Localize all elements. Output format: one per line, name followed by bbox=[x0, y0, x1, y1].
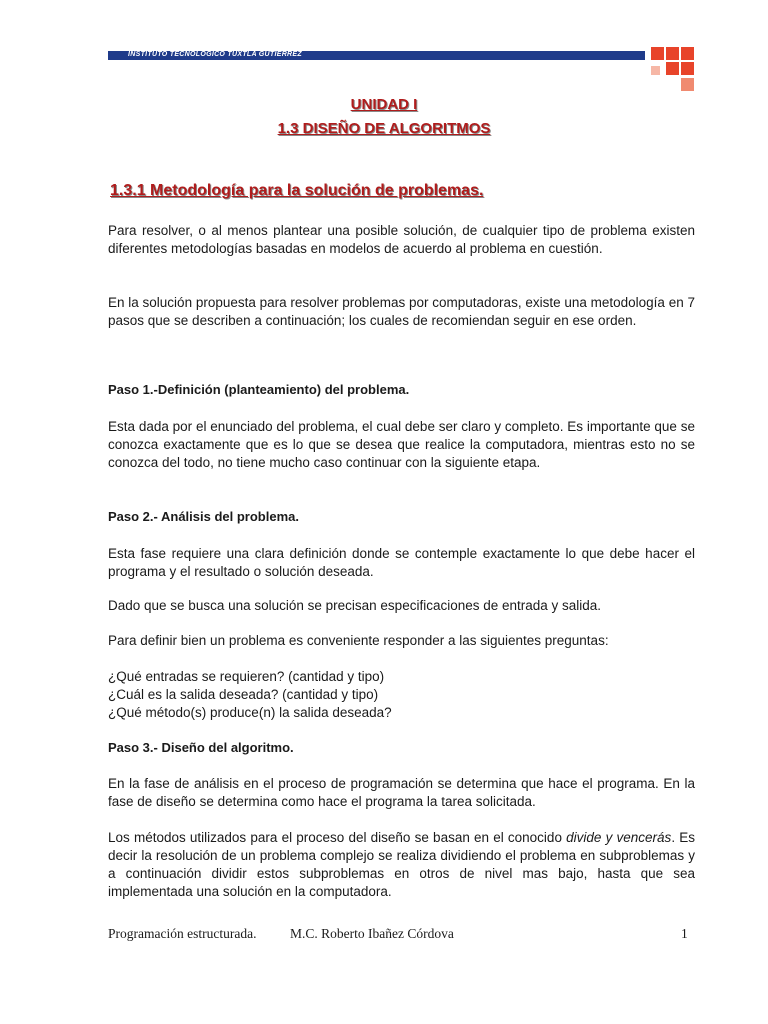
step2-heading: Paso 2.- Análisis del problema. bbox=[108, 509, 299, 524]
logo-square bbox=[666, 62, 679, 75]
section-heading: 1.3.1 Metodología para la solución de problemas. bbox=[110, 182, 484, 199]
step3-heading: Paso 3.- Diseño del algoritmo. bbox=[108, 740, 294, 755]
footer-course: Programación estructurada. bbox=[108, 926, 257, 941]
step3-paragraph-2 bbox=[108, 829, 695, 901]
topic-title: 1.3 DISEÑO DE ALGORITMOS bbox=[277, 120, 491, 137]
intro-paragraph-2: En la solución propuesta para resolver problemas por computadoras, existe una metodología en 7 pasos que se describen a continuación; los cuales de recomiendan seguir en ese orden. bbox=[108, 295, 695, 328]
step2-paragraph-2: Dado que se busca una solución se precisan especificaciones de entrada y salida. bbox=[108, 598, 602, 613]
logo-square bbox=[666, 47, 679, 60]
step2-paragraph-3: Para definir bien un problema es conveniente responder a las siguientes preguntas: bbox=[108, 633, 609, 648]
page-number: 1 bbox=[681, 926, 688, 941]
step1-heading: Paso 1.-Definición (planteamiento) del problema. bbox=[108, 382, 410, 397]
step3-text-b: . Es decir la resolución de un problema complejo se realiza dividiendo el problema en subproblemas y a continuación dividir estos subproblemas en otros de nivel mas bajo, hasta que sea implementada una solución en la computadora. bbox=[108, 830, 695, 899]
question-1: ¿Qué entradas se requieren? (cantidad y tipo) bbox=[108, 669, 385, 684]
step3-paragraph-1: En la fase de análisis en el proceso de programación se determina que hace el programa. En la fase de diseño se determina como hace el programa la tarea solicitada. bbox=[108, 776, 695, 809]
logo-square bbox=[681, 62, 694, 75]
footer-author: M.C. Roberto Ibañez Córdova bbox=[290, 926, 454, 941]
step3-text-a: Los métodos utilizados para el proceso del diseño se basan en el conocido bbox=[108, 830, 567, 845]
unit-title: UNIDAD I bbox=[350, 96, 418, 113]
logo-square bbox=[681, 78, 694, 91]
intro-paragraph-1: Para resolver, o al menos plantear una posible solución, de cualquier tipo de problema existen diferentes metodologías basadas en modelos de acuerdo al problema en cuestión. bbox=[108, 223, 695, 256]
logo-square bbox=[651, 66, 660, 75]
institution-name: INSTITUTO TECNOLÓGICO TUXTLA GUTIÉRREZ bbox=[128, 51, 302, 58]
step1-paragraph: Esta dada por el enunciado del problema, el cual debe ser claro y completo. Es importante que se conozca exactamente que es lo que se desea que realice la computadora, mientras esto no se conozca del todo, no tiene mucho caso continuar con la siguiente etapa. bbox=[108, 419, 695, 470]
logo-square bbox=[651, 47, 664, 60]
question-2: ¿Cuál es la salida deseada? (cantidad y tipo) bbox=[108, 687, 379, 702]
logo-square bbox=[681, 47, 694, 60]
question-3: ¿Qué método(s) produce(n) la salida deseada? bbox=[108, 705, 392, 720]
step2-paragraph-1: Esta fase requiere una clara definición donde se contemple exactamente lo que debe hacer el programa y el resultado o solución deseada. bbox=[108, 546, 695, 579]
divide-y-venceras: divide y vencerás bbox=[566, 830, 672, 845]
